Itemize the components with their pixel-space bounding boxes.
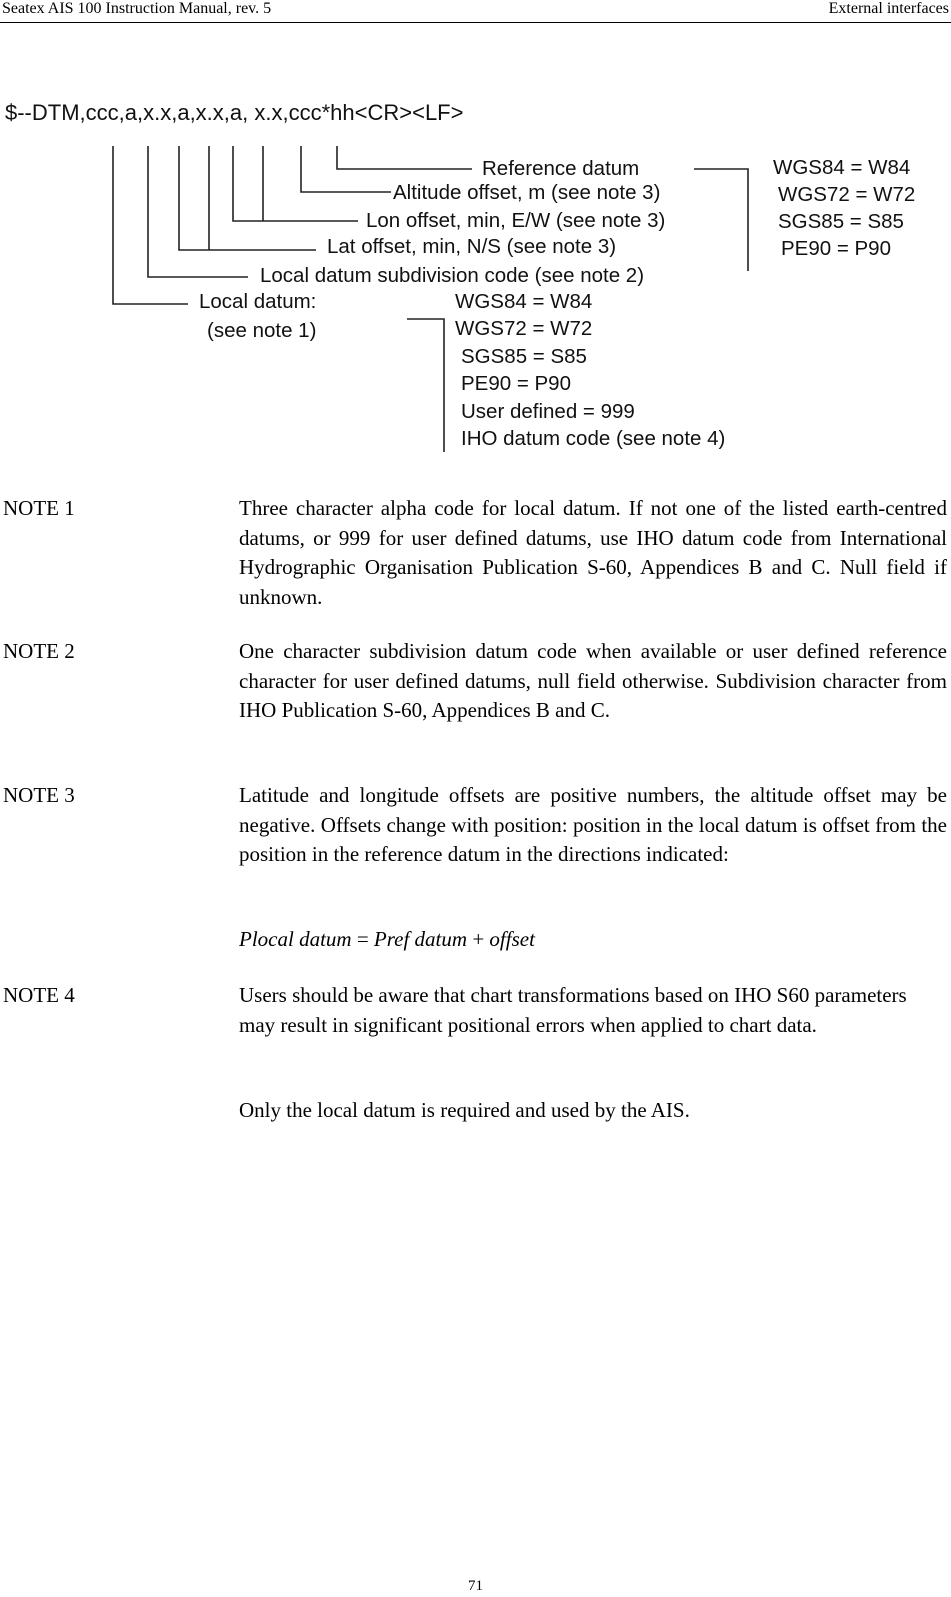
label-altitude-offset: Altitude offset, m (see note 3) [393,181,661,204]
page-number: 71 [468,1578,483,1594]
formula-term: offset [489,927,535,951]
local-code-2: SGS85 = S85 [461,345,587,368]
dtm-sentence: $--DTM,ccc,a,x.x,a,x.x,a, x.x,ccc*hh<CR><LF> [5,100,464,125]
local-code-0: WGS84 = W84 [455,290,593,313]
note-2-label: NOTE 2 [3,639,75,663]
local-code-1: WGS72 = W72 [455,317,593,340]
local-code-5: IHO datum code (see note 4) [461,427,726,450]
formula-rhs: Pref datum [373,927,468,951]
closing-statement: Only the local datum is required and used by the AIS. [239,1098,690,1122]
offset-formula [239,925,535,954]
label-lat-offset: Lat offset, min, N/S (see note 3) [327,235,617,258]
formula-plus: + [472,927,485,951]
note-2-text: One character subdivision datum code when available or user defined reference character for user defined datums, null field otherwise. Subdivision character from IHO Publication S-60, Appendices B and C. [239,639,947,722]
page-header [0,0,951,23]
label-reference-datum: Reference datum [482,157,640,180]
ref-code-0: WGS84 = W84 [773,156,911,179]
label-subdivision: Local datum subdivision code (see note 2) [260,264,645,287]
label-lon-offset: Lon offset, min, E/W (see note 3) [366,209,666,232]
note-4-label: NOTE 4 [3,983,75,1007]
note-1-text: Three character alpha code for local datum. If not one of the listed earth-centred datums, or 999 for user defined datums, use IHO datum code from International Hydrographic Organisation Publication S-60, Appendices B and C. Null field if unknown. [239,496,947,609]
note-4-text: Users should be aware that chart transformations based on IHO S60 parameters may result in significant positional errors when applied to chart data. [239,983,907,1037]
label-local-datum: Local datum: [199,290,317,313]
header-manual-title: Seatex AIS 100 Instruction Manual, rev. 5 [2,0,272,17]
ref-code-2: SGS85 = S85 [778,210,904,233]
ref-code-1: WGS72 = W72 [778,183,916,206]
ref-code-3: PE90 = P90 [781,237,891,260]
note-1-label: NOTE 1 [3,496,75,520]
local-code-3: PE90 = P90 [461,372,571,395]
note-3-text: Latitude and longitude offsets are positive numbers, the altitude offset may be negative. Offsets change with position: position in the local datum is offset from the position in the reference datum in the directions indicated: [239,783,947,866]
formula-equals: = [356,927,369,951]
label-local-datum-note: (see note 1) [207,319,317,342]
note-3-label: NOTE 3 [3,783,75,807]
local-code-4: User defined = 999 [461,400,635,423]
formula-lhs: Plocal datum [239,927,352,951]
header-section-title: External interfaces [828,0,949,17]
dtm-sentence-diagram [0,90,951,465]
